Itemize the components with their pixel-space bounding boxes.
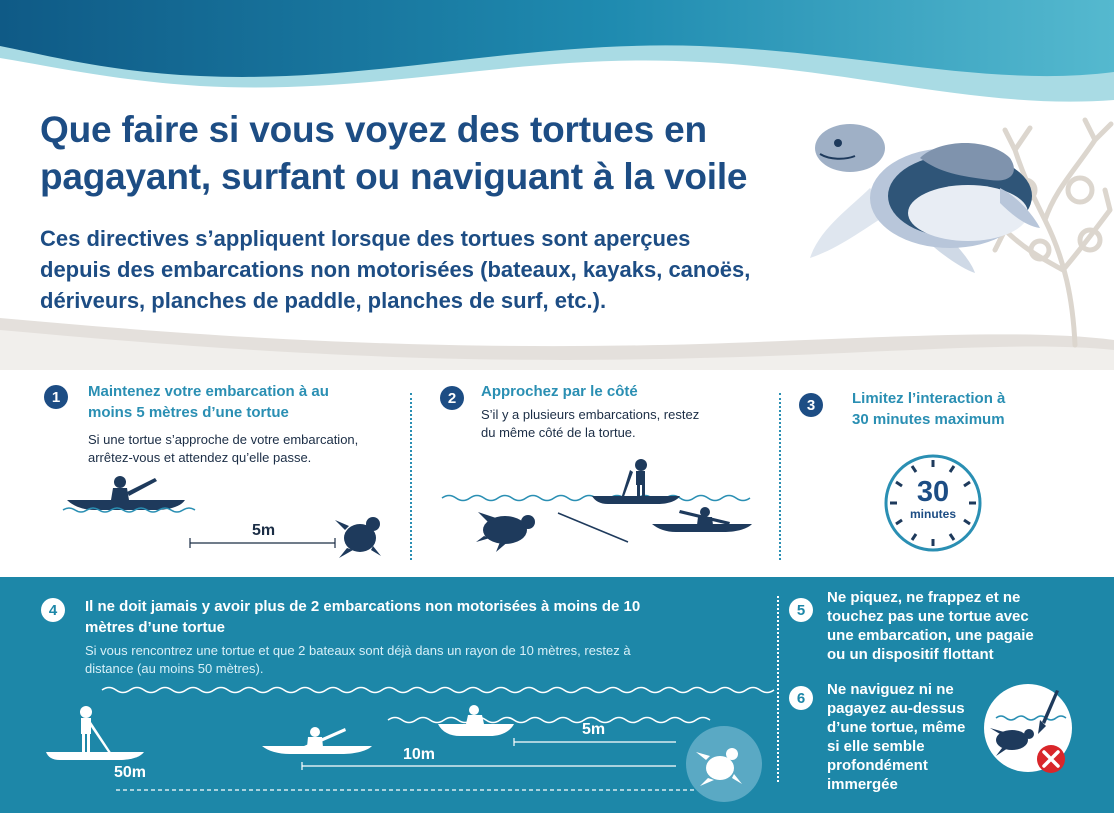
clock-value: 30: [916, 476, 950, 508]
step-5-title: [827, 588, 1107, 664]
step-5-number: 5: [789, 598, 813, 622]
step-4-title: [85, 596, 765, 638]
step-6-title-line: immergée: [827, 776, 898, 793]
distance-label-10m: 10m: [403, 746, 436, 763]
step-6-title-line: si elle semble: [827, 738, 925, 755]
header-wave: [0, 0, 1114, 110]
clock-unit: minutes: [909, 507, 956, 521]
step-4-title-line: Il ne doit jamais y avoir plus de 2 embarcations non motorisées à moins de 10: [85, 598, 641, 615]
subtitle-line: depuis des embarcations non motorisées (bateaux, kayaks, canoës,: [40, 257, 751, 282]
step-2-text-line: du même côté de la tortue.: [481, 425, 636, 440]
distance-label-50m: 50m: [114, 764, 147, 781]
subtitle-line: dériveurs, planches de paddle, planches de surf, etc.).: [40, 288, 607, 313]
step-5-title-line: Ne piquez, ne frappez et ne: [827, 589, 1021, 606]
step-6-number: 6: [789, 686, 813, 710]
step-2-number: 2: [440, 386, 464, 410]
divider: [777, 596, 779, 782]
step-2-text: [481, 406, 761, 442]
step-2-text-line: S’il y a plusieurs embarcations, restez: [481, 407, 700, 422]
page-title: [40, 106, 820, 200]
turtle-icon: [476, 512, 535, 552]
step-4-text: [85, 642, 765, 678]
step-1-title-line: moins 5 mètres d’une tortue: [88, 404, 289, 421]
step-6-title-line: Ne naviguez ni ne: [827, 681, 954, 698]
distance-label-5m: 5m: [252, 522, 276, 539]
step-3-title-line: 30 minutes maximum: [852, 411, 1005, 428]
distance-label-5m: 5m: [582, 721, 606, 738]
page-subtitle: [40, 223, 860, 316]
subtitle-line: Ces directives s’appliquent lorsque des tortues sont aperçues: [40, 226, 691, 251]
step-5-title-line: touchez pas une tortue avec: [827, 608, 1029, 625]
step-1-text-line: arrêtez-vous et attendez qu’elle passe.: [88, 450, 312, 465]
step-4-illustration: [40, 680, 780, 810]
divider: [410, 393, 412, 560]
paddleboard-icon: [592, 459, 680, 504]
paddleboard-icon: [46, 706, 144, 760]
title-line: pagayant, surfant ou naviguant à la voile: [40, 156, 748, 197]
step-2-title: Approchez par le côté: [481, 383, 638, 400]
step-6-title: [827, 680, 997, 794]
step-6-title-line: d’une tortue, même: [827, 719, 966, 736]
step-1-number: 1: [44, 385, 68, 409]
step-4-text-line: distance (au moins 50 mètres).: [85, 661, 264, 676]
step-4-number: 4: [41, 598, 65, 622]
title-line: Que faire si vous voyez des tortues en: [40, 109, 707, 150]
step-5-title-line: une embarcation, une pagaie: [827, 627, 1034, 644]
step-1-text: [88, 431, 408, 467]
turtle-icon: [335, 517, 381, 558]
step-6-title-line: pagayez au-dessus: [827, 700, 965, 717]
step-4-title-line: mètres d’une tortue: [85, 619, 226, 636]
kayak-icon: [652, 507, 752, 532]
step-3-number: 3: [799, 393, 823, 417]
canoe-icon: [438, 705, 514, 736]
step-4-text-line: Si vous rencontrez une tortue et que 2 bateaux sont déjà dans un rayon de 10 mètres, restez à: [85, 643, 631, 658]
divider: [779, 393, 781, 560]
step-1-illustration: [55, 470, 395, 565]
step-1-title: [88, 381, 398, 423]
step-5-title-line: ou un dispositif flottant: [827, 646, 994, 663]
step-2-illustration: [440, 450, 760, 565]
step-3-title: [852, 388, 1072, 430]
step-1-text-line: Si une tortue s’approche de votre embarcation,: [88, 432, 359, 447]
step-6-title-line: profondément: [827, 757, 928, 774]
kayak-icon: [262, 727, 372, 754]
step-1-title-line: Maintenez votre embarcation à au: [88, 383, 329, 400]
step-6-illustration: [982, 684, 1082, 780]
step-3-title-line: Limitez l’interaction à: [852, 390, 1006, 407]
